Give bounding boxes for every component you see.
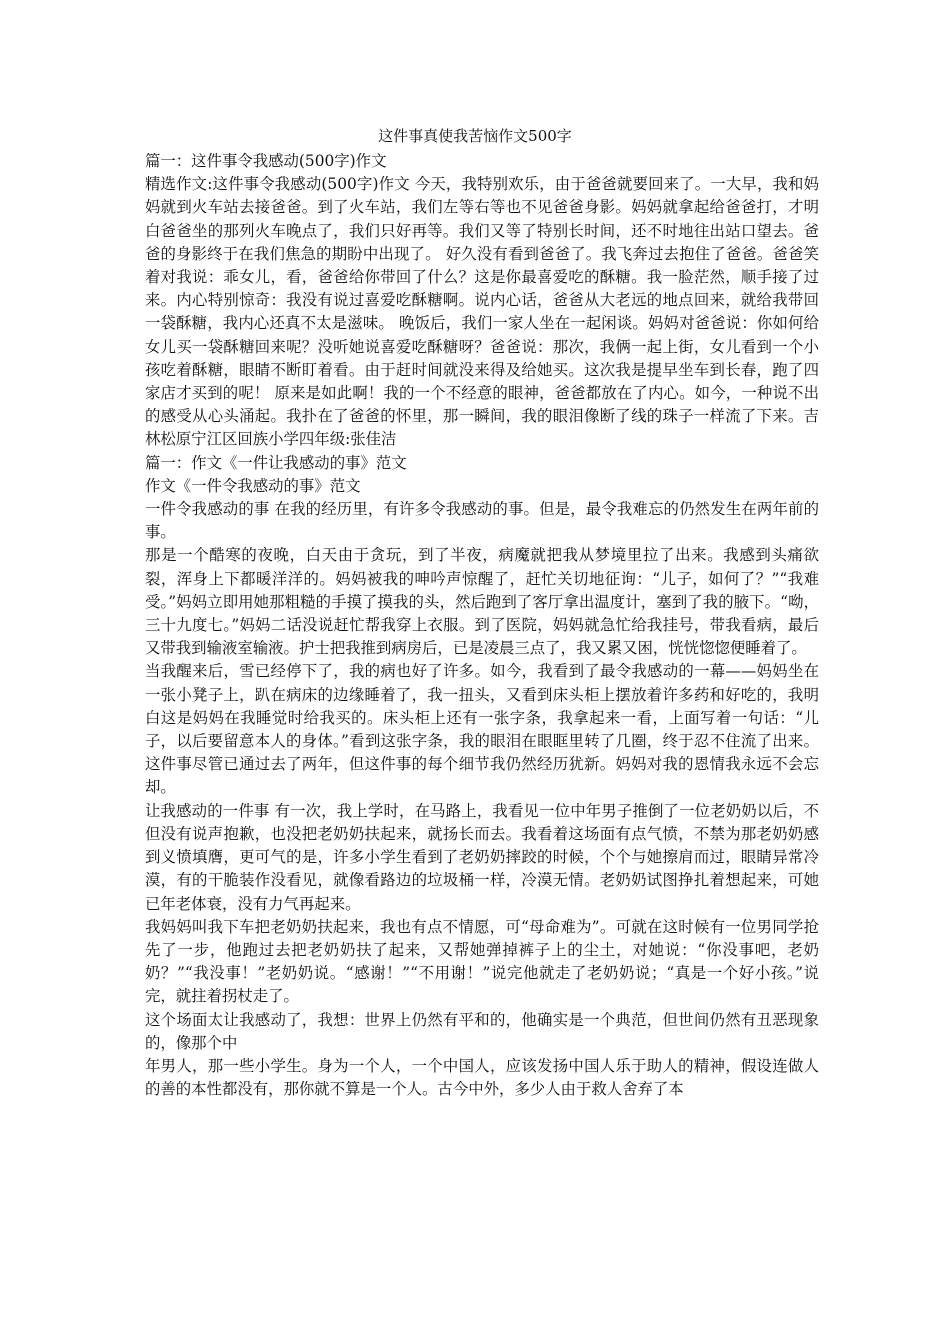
paragraph: 作文《一件令我感动的事》范文 [145,476,361,495]
paragraph: 年男人，那一些小学生。身为一个人，一个中国人，应该发扬中国人乐于助人的精神，假设连做人的善的本性都没有，那你就不算是一个人。古今中外，多少人由于救人舍弃了本 [145,1056,819,1099]
paragraph: 让我感动的一件事 有一次，我上学时，在马路上，我看见一位中年男子推倒了一位老奶奶以后，不但没有说声抱歉，也没把老奶奶扶起来，就扬长而去。我看着这场面有点气愤，不禁为那老奶奶感到义愤填膺，更可气的是，许多小学生看到了老奶奶摔跤的时候，个个与她擦肩而过，眼睛异常冷漠，有的干脆装作没看见，就像看路边的垃圾桶一样，冷漠无情。老奶奶试图挣扎着想起来，可她已年老体衰，没有力气再起来。 [145,801,819,913]
document-title: 这件事真使我苦恼作文500字 [378,127,572,145]
paragraph: 这个场面太让我感动了，我想：世界上仍然有平和的，他确实是一个典范，但世间仍然有丑恶现象的，像那个中 [145,1010,819,1052]
paragraph: 当我醒来后，雪已经停下了，我的病也好了许多。如今，我看到了最令我感动的一幕——妈妈坐在一张小凳子上，趴在病床的边缘睡着了，我一扭头，又看到床头柜上摆放着许多药和好吃的，我明白这是妈妈在我睡觉时给我买的。床头柜上还有一张字条，我拿起来一看，上面写着一句话：“儿子，以后要留意本人的身体。”看到这张字条，我的眼泪在眼眶里转了几圈，终于忍不住流了出来。 这件事尽管已通过去了两年，但这件事的每个细节我仍然经历犹新。妈妈对我的恩情我永远不会忘却。 [145,662,819,797]
paragraph: 篇一：这件事令我感动(500字)作文 [145,152,387,170]
paragraph: 那是一个酷寒的夜晚，白天由于贪玩，到了半夜，病魔就把我从梦境里拉了出来。我感到头痛欲裂，浑身上下都暖洋洋的。妈妈被我的呻吟声惊醒了，赶忙关切地征询：“儿子，如何了？”“我难受。”妈妈立即用她那粗糙的手摸了摸我的头，然后跑到了客厅拿出温度计，塞到了我的腋下。“呦，三十九度七。”妈妈二话没说赶忙帮我穿上衣服。到了医院，妈妈就急忙给我挂号，带我看病，最后又带我到输液室输液。护士把我推到病房后，已是凌晨三点了，我又累又困，恍恍惚惚便睡着了。 [145,546,819,658]
document-body [145,150,819,1101]
paragraph: 我妈妈叫我下车把老奶奶扶起来，我也有点不情愿，可“母命难为”。可就在这时候有一位男同学抢先了一步，他跑过去把老奶奶扶了起来，又帮她弹掉裤子上的尘土，对她说：“你没事吧，老奶奶？”“我没事！”老奶奶说。“感谢！”“不用谢！”说完他就走了老奶奶说；“真是一个好小孩。”说完，就拄着拐杖走了。 [145,917,819,1006]
paragraph: 一件令我感动的事 在我的经历里，有许多令我感动的事。但是，最令我难忘的仍然发生在两年前的事。 [145,500,819,542]
paragraph: 精选作文:这件事令我感动(500字)作文 今天，我特别欢乐，由于爸爸就要回来了。一大早，我和妈妈就到火车站去接爸爸。到了火车站，我们左等右等也不见爸爸身影。妈妈就拿起给爸爸打，才明白爸爸坐的那列火车晚点了，我们只好再等。我们又等了特别长时间，还不时地往出站口望去。爸爸的身影终于在我们焦急的期盼中出现了。 好久没有看到爸爸了。我飞奔过去抱住了爸爸。爸爸笑着对我说：乖女儿，看，爸爸给你带回了什么？这是你最喜爱吃的酥糖。我一脸茫然，顺手接了过来。内心特别惊奇：我没有说过喜爱吃酥糖啊。说内心话，爸爸从大老远的地点回来，就给我带回一袋酥糖，我内心还真不太是滋味。 晚饭后，我们一家人坐在一起闲谈。妈妈对爸爸说：你如何给女儿买一袋酥糖回来呢？没听她说喜爱吃酥糖呀？爸爸说：那次，我俩一起上街，女儿看到一个小孩吃着酥糖，眼睛不断盯着看。由于赶时间就没来得及给她买。这次我是提早坐车到长春，跑了四家店才买到的呢！ 原来是如此啊！我的一个不经意的眼神，爸爸都放在了内心。如今，一种说不出的感受从心头涌起。我扑在了爸爸的怀里，那一瞬间，我的眼泪像断了线的珠子一样流了下来。吉林松原宁江区回族小学四年级:张佳洁 [145,175,819,449]
paragraph: 篇一：作文《一件让我感动的事》范文 [145,453,407,472]
